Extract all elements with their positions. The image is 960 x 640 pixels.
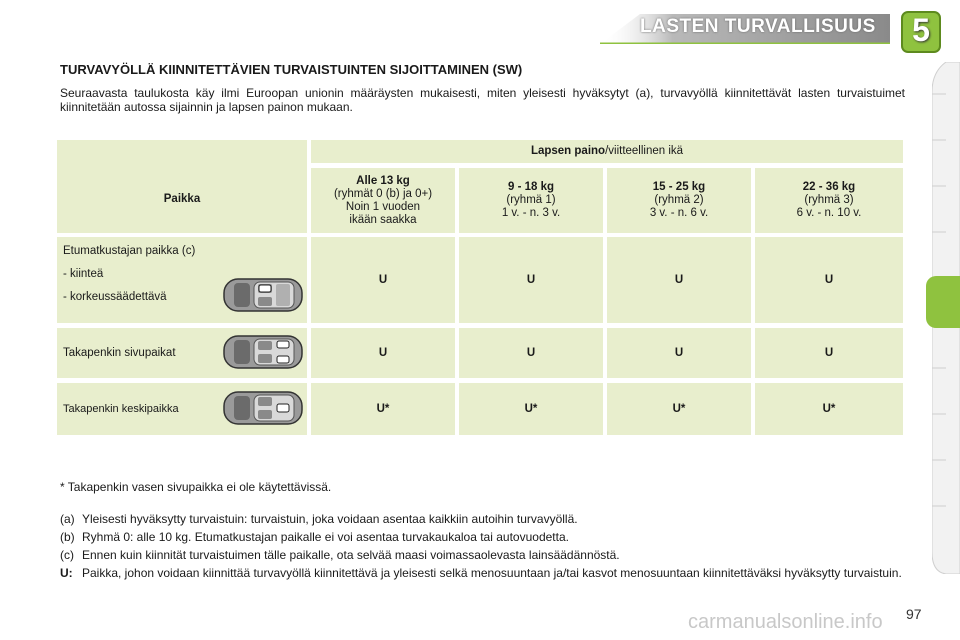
list-item: (b) Ryhmä 0: alle 10 kg. Etumatkustajan paikalle ei voi asentaa turvakaukaloa tai autovuodetta.: [60, 530, 569, 544]
list-item: (a) Yleisesti hyväksytty turvaistuin: turvaistuin, joka voidaan asentaa kaikkiin autoihin turvavyöllä.: [60, 512, 578, 526]
table-cell: U: [459, 328, 603, 378]
table-cell: U: [607, 328, 751, 378]
table-cell: U: [311, 237, 455, 323]
table-cell: U*: [311, 383, 455, 435]
list-item: U: Paikka, johon voidaan kiinnittää turvavyöllä kiinnitettävä ja yleisesti selkä menosuuntaan ja/tai kasvot menosuuntaan kiinnitettäväksi hyväksytty turvaistuin.: [60, 566, 902, 580]
weight-header-cell: [311, 140, 903, 163]
table-cell: U*: [459, 383, 603, 435]
column-header-2: 15 - 25 kg (ryhmä 2) 3 v. - n. 6 v.: [607, 168, 751, 233]
notes-list: [60, 512, 905, 584]
watermark: carmanualsonline.info: [688, 611, 883, 633]
footnote: * Takapenkin vasen sivupaikka ei ole käytettävissä.: [60, 480, 332, 494]
car-front-seat-icon: [222, 276, 304, 314]
chapter-number: 5: [912, 12, 930, 48]
table-cell: U: [459, 237, 603, 323]
table-cell: U: [755, 328, 903, 378]
intro-paragraph: Seuraavasta taulukosta käy ilmi Euroopan unionin määräysten mukaisesti, miten yleisesti hyväksytyt (a), turvavyöllä kiinnitettävät lasten turvaistuimet kiinnitetään autossa sijainnin ja lapsen painon mukaan.: [60, 86, 905, 114]
place-header: Paikka: [163, 193, 201, 205]
list-item: (c) Ennen kuin kiinnität turvaistuimen tälle paikalle, ota selvää maasi voimassaolevasta lainsäädännöstä.: [60, 548, 620, 562]
table-cell: U*: [607, 383, 751, 435]
column-header-0: Alle 13 kg (ryhmät 0 (b) ja 0+) Noin 1 vuoden ikään saakka: [311, 168, 455, 233]
section-title: TURVAVYÖLLÄ KIINNITETTÄVIEN TURVAISTUINTEN SIJOITTAMINEN (SW): [60, 62, 523, 77]
column-header-1: 9 - 18 kg (ryhmä 1) 1 v. - n. 3 v.: [459, 168, 603, 233]
table-cell: U: [755, 237, 903, 323]
weight-header-bold: Lapsen paino: [530, 145, 606, 157]
page-number: 97: [906, 606, 922, 622]
chapter-title: LASTEN TURVALLISUUS: [640, 16, 876, 37]
chapter-tab-active[interactable]: [926, 276, 960, 328]
table-cell: U: [311, 328, 455, 378]
table-cell: U*: [755, 383, 903, 435]
weight-header-rest: /viitteellinen ikä: [605, 145, 684, 157]
table-row-place-rear-center: Takapenkin keskipaikka: [57, 383, 307, 435]
table-row-place-rear-sides: Takapenkin sivupaikat: [57, 328, 307, 378]
table-cell: U: [607, 237, 751, 323]
car-rear-side-seats-icon: [222, 333, 304, 371]
column-header-3: 22 - 36 kg (ryhmä 3) 6 v. - n. 10 v.: [755, 168, 903, 233]
place-header-cell: [57, 140, 307, 233]
table-row-place-front: Etumatkustajan paikka (c) - kiinteä - korkeussäädettävä: [57, 237, 307, 323]
car-rear-center-seat-icon: [222, 389, 304, 427]
